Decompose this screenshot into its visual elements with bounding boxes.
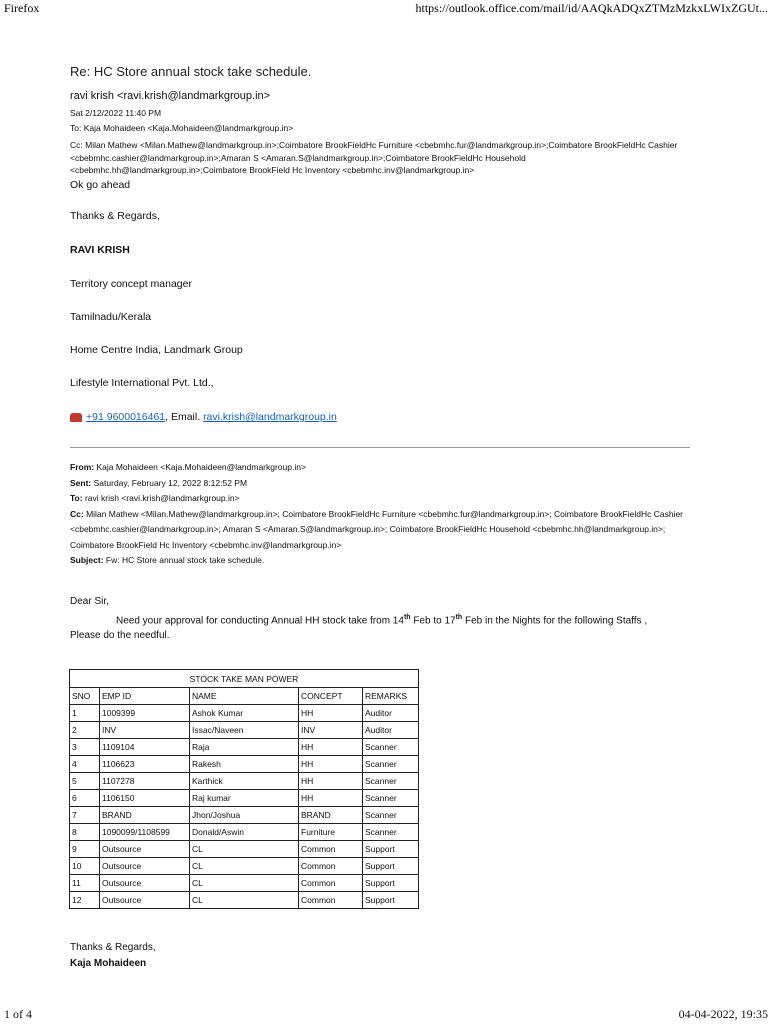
fw-sender: Kaja Mohaideen xyxy=(70,958,147,969)
table-cell: Outsource xyxy=(100,858,190,875)
table-cell: HH xyxy=(299,739,363,756)
table-row xyxy=(70,790,419,807)
table-cell: 1090099/1108599 xyxy=(100,824,190,841)
print-timestamp: 04-04-2022, 19:35 xyxy=(678,1007,768,1021)
page-number: 1 of 4 xyxy=(4,1007,32,1021)
table-row xyxy=(70,824,419,841)
table-cell: Outsource xyxy=(100,841,190,858)
email-body-text: Ok go ahead xyxy=(70,179,131,191)
table-cell: 1107278 xyxy=(100,773,190,790)
table-cell: 1106623 xyxy=(100,756,190,773)
col-header: REMARKS xyxy=(363,688,419,705)
table-cell: Issac/Naveen xyxy=(190,722,299,739)
col-header: NAME xyxy=(190,688,299,705)
table-cell: Common xyxy=(299,892,363,909)
table-cell: Common xyxy=(299,841,363,858)
table-cell: Auditor xyxy=(363,705,419,722)
fw-from: From: Kaja Mohaideen <Kaja.Mohaideen@landmarkgroup.in> xyxy=(70,462,306,472)
fw-cc: Cc: Milan Mathew <Milan.Mathew@landmarkgroup.in>; Coimbatore BrookFieldHc Furniture <cbebmhc.fur@landmarkgroup.in>; Coimbatore BrookFieldHc Cashier <cbebmhc.cashier@landmarkgroup.in>; Amaran S <Amaran.S@landmarkgroup.in>; Coimbatore BrookFieldHc Household <cbebmhc.hh@landmarkgroup.in>; Coimbatore BrookField Hc Inventory <cbebmhc.inv@landmarkgroup.in> xyxy=(70,508,684,550)
table-cell: Auditor xyxy=(363,722,419,739)
table-cell: Scanner xyxy=(363,773,419,790)
table-cell: 4 xyxy=(70,756,100,773)
table-row xyxy=(70,858,419,875)
email-to: To: Kaja Mohaideen <Kaja.Mohaideen@landmarkgroup.in> xyxy=(70,123,294,133)
table-cell: Rakesh xyxy=(190,756,299,773)
table-cell: Jhon/Joshua xyxy=(190,807,299,824)
signature-company: Lifestyle International Pvt. Ltd., xyxy=(70,377,214,389)
fw-to: To: ravi krish <ravi.krish@landmarkgroup.in> xyxy=(70,493,240,503)
email-link[interactable]: ravi.krish@landmarkgroup.in xyxy=(203,411,337,423)
separator xyxy=(70,447,690,448)
email-label: , Email. xyxy=(165,411,204,423)
fw-subject: Subject: Fw: HC Store annual stock take schedule. xyxy=(70,555,265,565)
table-row xyxy=(70,756,419,773)
signature-org: Home Centre India, Landmark Group xyxy=(70,344,243,356)
table-cell: 3 xyxy=(70,739,100,756)
table-row xyxy=(70,892,419,909)
email-cc: Cc: Milan Mathew <Milan.Mathew@landmarkgroup.in>;Coimbatore BrookFieldHc Furniture <cbebmhc.fur@landmarkgroup.in>;Coimbatore BrookFieldHc Cashier <cbebmhc.cashier@landmarkgroup.in>;Amaran S <Amaran.S@landmarkgroup.in>;Coimbatore BrookFieldHc Household <cbebmhc.hh@landmarkgroup.in>;Coimbatore BrookField Hc Inventory <cbebmhc.inv@landmarkgroup.in> xyxy=(70,140,678,175)
table-caption: STOCK TAKE MAN POWER xyxy=(70,670,419,688)
fw-greeting: Dear Sir, xyxy=(70,596,109,607)
table-cell: BRAND xyxy=(299,807,363,824)
table-cell: Donald/Aswin xyxy=(190,824,299,841)
table-row xyxy=(70,705,419,722)
table-cell: 12 xyxy=(70,892,100,909)
table-cell: HH xyxy=(299,790,363,807)
email-sender: ravi krish <ravi.krish@landmarkgroup.in> xyxy=(70,90,271,102)
table-cell: 2 xyxy=(70,722,100,739)
table-cell: Ashok Kumar xyxy=(190,705,299,722)
table-row xyxy=(70,807,419,824)
print-footer xyxy=(0,1008,768,1024)
table-row xyxy=(70,773,419,790)
table-cell: 1109104 xyxy=(100,739,190,756)
table-row xyxy=(70,875,419,892)
table-cell: 7 xyxy=(70,807,100,824)
col-header: CONCEPT xyxy=(299,688,363,705)
signature-name: RAVI KRISH xyxy=(70,244,130,256)
table-cell: INV xyxy=(299,722,363,739)
signature-region: Tamilnadu/Kerala xyxy=(70,311,152,323)
signature-title: Territory concept manager xyxy=(70,278,192,290)
table-cell: 1009399 xyxy=(100,705,190,722)
table-row xyxy=(70,722,419,739)
table-cell: Scanner xyxy=(363,807,419,824)
table-cell: CL xyxy=(190,858,299,875)
phone-icon xyxy=(70,413,82,422)
table-cell: 9 xyxy=(70,841,100,858)
closing-block xyxy=(70,940,156,972)
table-cell: Scanner xyxy=(363,739,419,756)
table-cell: 6 xyxy=(70,790,100,807)
table-cell: Karthick xyxy=(190,773,299,790)
table-cell: HH xyxy=(299,705,363,722)
table-cell: Scanner xyxy=(363,756,419,773)
stock-take-table xyxy=(69,669,419,909)
table-cell: Common xyxy=(299,875,363,892)
table-cell: Scanner xyxy=(363,824,419,841)
fw-sent: Sent: Saturday, February 12, 2022 8:12:52 PM xyxy=(70,477,248,488)
email-date: Sat 2/12/2022 11:40 PM xyxy=(70,108,162,118)
table-cell: Outsource xyxy=(100,892,190,909)
fw-request-line2: Please do the needful. xyxy=(70,630,170,642)
table-row xyxy=(70,841,419,858)
table-row xyxy=(70,739,419,756)
table-cell: 5 xyxy=(70,773,100,790)
table-cell: Support xyxy=(363,875,419,892)
table-cell: Support xyxy=(363,858,419,875)
table-cell: 11 xyxy=(70,875,100,892)
table-cell: CL xyxy=(190,892,299,909)
table-cell: HH xyxy=(299,773,363,790)
col-header: SNO xyxy=(70,688,100,705)
table-cell: Common xyxy=(299,858,363,875)
page-url: https://outlook.office.com/mail/id/AAQkADQxZTMzMzkxLWIxZGUt... xyxy=(415,1,768,15)
phone-link[interactable]: +91 9600016461 xyxy=(86,411,166,423)
fw-closing: Thanks & Regards, xyxy=(70,942,156,953)
table-cell: BRAND xyxy=(100,807,190,824)
table-cell: Outsource xyxy=(100,875,190,892)
table-cell: Support xyxy=(363,841,419,858)
fw-request: Need your approval for conducting Annual HH stock take from 14th Feb to 17th Feb in the Nights for the following Staffs , Please do the needful. xyxy=(70,614,648,642)
email-subject: Re: HC Store annual stock take schedule. xyxy=(70,64,312,79)
table-cell: 1106150 xyxy=(100,790,190,807)
table-cell: Scanner xyxy=(363,790,419,807)
table-cell: INV xyxy=(100,722,190,739)
table-cell: Raja xyxy=(190,739,299,756)
table-cell: Furniture xyxy=(299,824,363,841)
table-cell: 1 xyxy=(70,705,100,722)
table-cell: 8 xyxy=(70,824,100,841)
table-cell: Support xyxy=(363,892,419,909)
browser-name: Firefox xyxy=(4,1,40,15)
email-regards: Thanks & Regards, xyxy=(70,210,160,222)
table-cell: 10 xyxy=(70,858,100,875)
col-header: EMP ID xyxy=(100,688,190,705)
table-cell: CL xyxy=(190,841,299,858)
table-cell: HH xyxy=(299,756,363,773)
table-cell: Raj kumar xyxy=(190,790,299,807)
signature-contact xyxy=(70,411,337,423)
forwarded-header xyxy=(70,460,710,569)
table-cell: CL xyxy=(190,875,299,892)
print-header xyxy=(0,0,768,16)
